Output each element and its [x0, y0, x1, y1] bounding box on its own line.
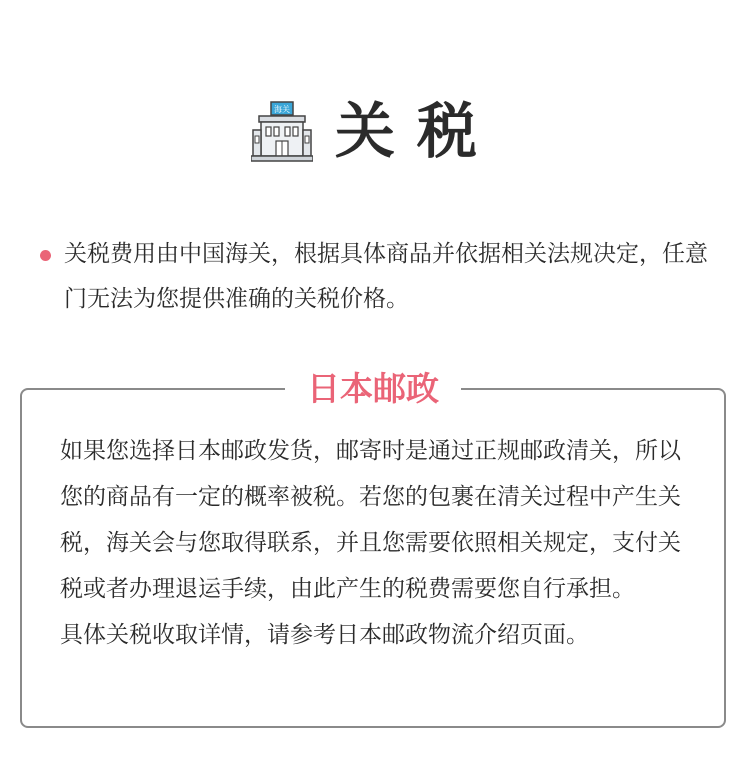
section-body: [60, 428, 700, 658]
section-paragraph: 如果您选择日本邮政发货，邮寄时是通过正规邮政清关，所以您的商品有一定的概率被税。若您的包裹在清关过程中产生关税，海关会与您取得联系，并且您需要依照相关规定，支付关税或者办理退运手续，由此产生的税费需要您自行承担。: [60, 438, 681, 602]
section-paragraph-reference: 具体关税收取详情，请参考日本邮政物流介绍页面。: [60, 622, 589, 648]
page-title: 关税: [335, 97, 499, 167]
section-title: 日本邮政: [285, 362, 461, 416]
page-header: [0, 92, 750, 172]
japan-post-section: [20, 369, 726, 728]
customs-sign-text: 海关: [274, 105, 290, 114]
customs-building-icon: [251, 100, 313, 164]
bullet-dot-icon: [40, 250, 51, 261]
tariff-notice-text: 关税费用由中国海关，根据具体商品并依据相关法规决定，任意门无法为您提供准确的关税价格。: [64, 241, 708, 312]
tariff-notice: [38, 232, 718, 322]
